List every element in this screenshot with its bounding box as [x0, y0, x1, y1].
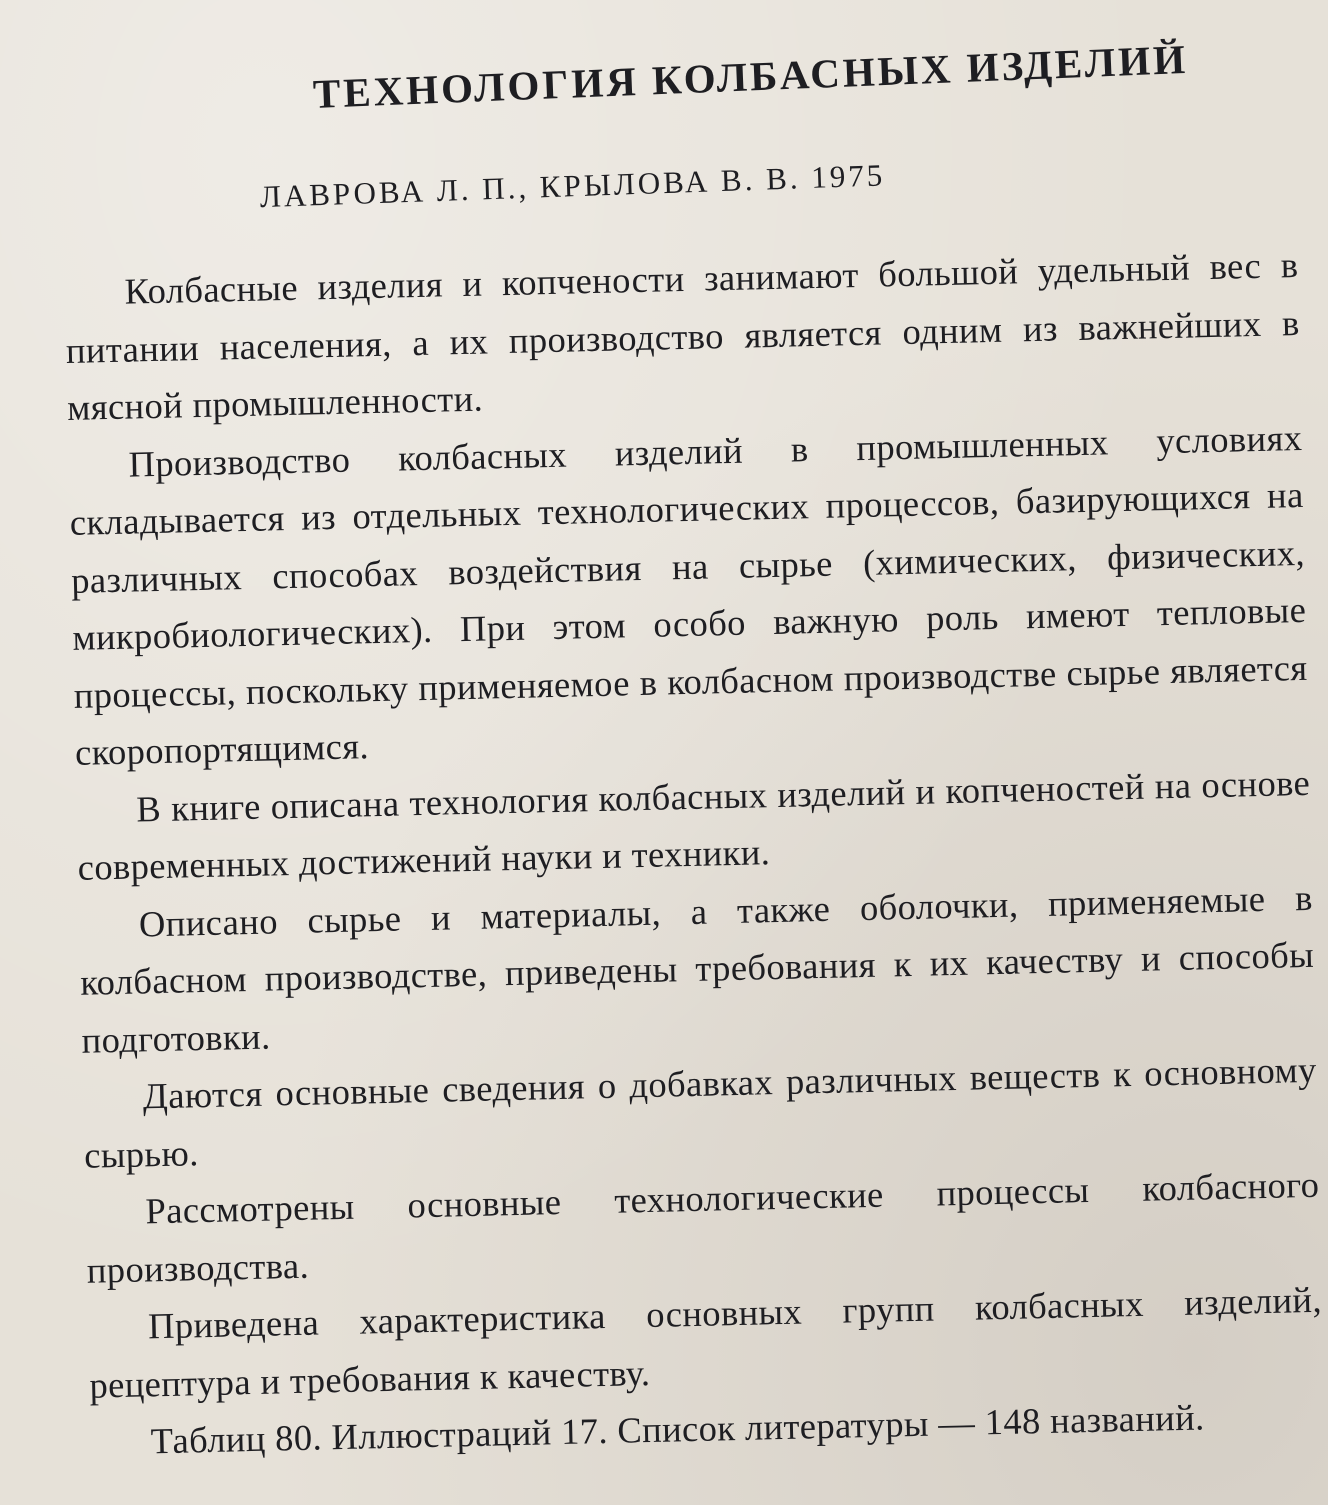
paragraph-1: Колбасные изделия и копчености занимают большой удельный вес в питании населения, а их производство является одним из важнейших в мясной промышленности.	[65, 244, 1301, 428]
paragraph-4: Описано сырье и материалы, а также оболочки, применяемые в колбасном производстве, приведены требования к их качеству и способы подготовки.	[79, 876, 1315, 1061]
book-authors: ЛАВРОВА Л. П., КРЫЛОВА В. В. 1975	[259, 157, 886, 215]
paragraph-8: Таблиц 80. Иллюстраций 17. Список литературы — 148 названий.	[150, 1396, 1205, 1462]
paragraph-3: В книге описана технология колбасных изделий и копченостей на основе современных достижений науки и техники.	[77, 761, 1311, 888]
paragraph-7: Приведена характеристика основных групп колбасных изделий, рецептура и требования к качеству.	[88, 1278, 1323, 1406]
annotation-text	[64, 236, 1325, 1471]
paragraph-6: Рассмотрены основные технологические процессы колбасного производства.	[86, 1163, 1320, 1291]
paragraph-2: Производство колбасных изделий в промышленных условиях складывается из отдельных технологических процессов, базирующихся на различных способах воздействия на сырье (химических, физических, микробиологических). При этом особо важную роль имеют тепловые процессы, поскольку применяемое в колбасном производстве сырье является скоропортящимся.	[69, 416, 1308, 773]
paragraph-5: Даются основные сведения о добавках различных веществ к основному сырью.	[83, 1048, 1318, 1176]
book-title: ТЕХНОЛОГИЯ КОЛБАСНЫХ ИЗДЕЛИЙ	[312, 35, 1189, 117]
